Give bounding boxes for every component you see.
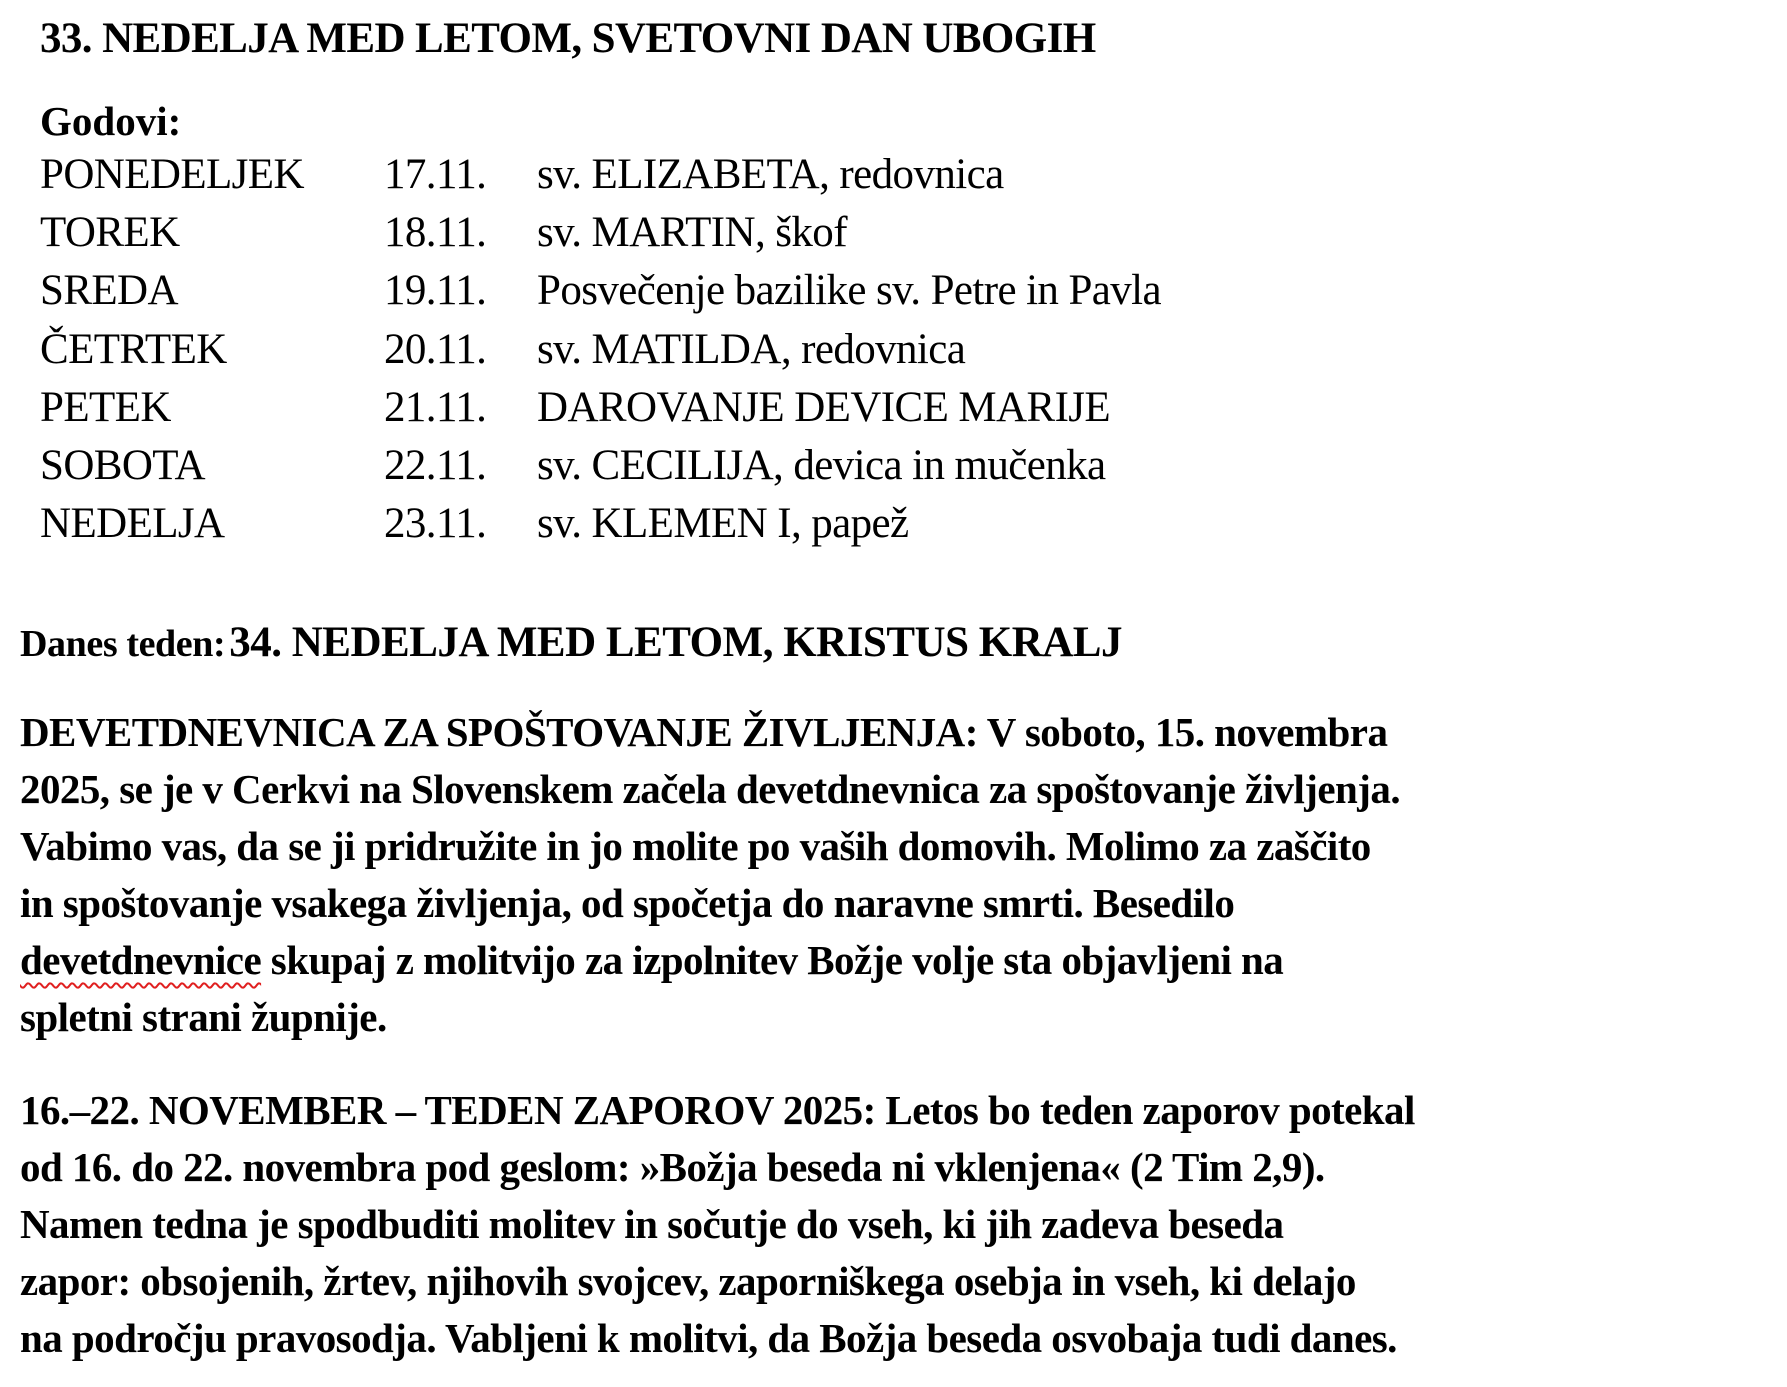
paragraph-line: zapor: obsojenih, žrtev, njihovih svojcev, zaporniškega osebja in vseh, ki delajo [20,1258,1356,1304]
paragraph-line: DEVETDNEVNICA ZA SPOŠTOVANJE ŽIVLJENJA: V soboto, 15. novembra [20,709,1388,755]
feast-day: PONEDELJEK [40,151,304,198]
paragraph-line-rest: skupaj z molitvijo za izpolnitev Božje volje sta objavljeni na [261,937,1284,983]
paragraph-line: na področju pravosodja. Vabljeni k molitvi, da Božja beseda osvobaja tudi danes. [20,1315,1397,1361]
feast-date: 17.11. [384,151,487,198]
misspelled-word[interactable]: devetdnevnice [20,937,262,983]
feast-day: SREDA [40,267,178,315]
announcement-prison-week [20,1082,1780,1367]
paragraph-line [20,932,1780,989]
feast-day: ČETRTEK [40,325,227,373]
feast-day: SOBOTA [40,441,205,489]
feast-date: 18.11. [384,209,487,257]
page-title: 33. NEDELJA MED LETOM, SVETOVNI DAN UBOGIH [40,15,1096,62]
feasts-label: Godovi: [40,98,182,144]
feast-name: sv. KLEMEN I, papež [537,500,909,548]
feast-name: sv. CECILIJA, devica in mučenka [537,441,1106,489]
feast-name: sv. MARTIN, škof [537,209,847,257]
feast-date: 21.11. [384,383,487,431]
feast-day: PETEK [40,383,171,431]
paragraph-line: 16.–22. NOVEMBER – TEDEN ZAPOROV 2025: Letos bo teden zaporov potekal [20,1087,1415,1133]
paragraph-line: 2025, se je v Cerkvi na Slovenskem začela devetdnevnica za spoštovanje življenja. [20,766,1401,812]
next-week-value: 34. NEDELJA MED LETOM, KRISTUS KRALJ [229,619,1122,666]
announcement-novena [20,704,1780,1046]
feast-date: 22.11. [384,441,487,489]
next-week-line [20,618,1122,677]
feast-name: DAROVANJE DEVICE MARIJE [537,383,1111,431]
feast-day: NEDELJA [40,500,225,548]
paragraph-line: spletni strani župnije. [20,994,387,1040]
feast-date: 23.11. [384,500,487,548]
feast-date: 20.11. [384,325,487,373]
paragraph-line: in spoštovanje vsakega življenja, od spočetja do naravne smrti. Besedilo [20,880,1235,926]
feast-date: 19.11. [384,267,487,315]
paragraph-line: Vabimo vas, da se ji pridružite in jo molite po vaših domovih. Molimo za zaščito [20,823,1371,869]
feast-name: sv. ELIZABETA, redovnica [537,151,1004,198]
paragraph-line: Namen tedna je spodbuditi molitev in sočutje do vseh, ki jih zadeva beseda [20,1201,1284,1247]
paragraph-line: od 16. do 22. novembra pod geslom: »Božja beseda ni vklenjena« (2 Tim 2,9). [20,1144,1325,1190]
feast-day: TOREK [40,209,180,257]
next-week-label: Danes teden: [20,623,226,665]
feast-name: Posvečenje bazilike sv. Petre in Pavla [537,267,1162,315]
feast-name: sv. MATILDA, redovnica [537,325,966,373]
